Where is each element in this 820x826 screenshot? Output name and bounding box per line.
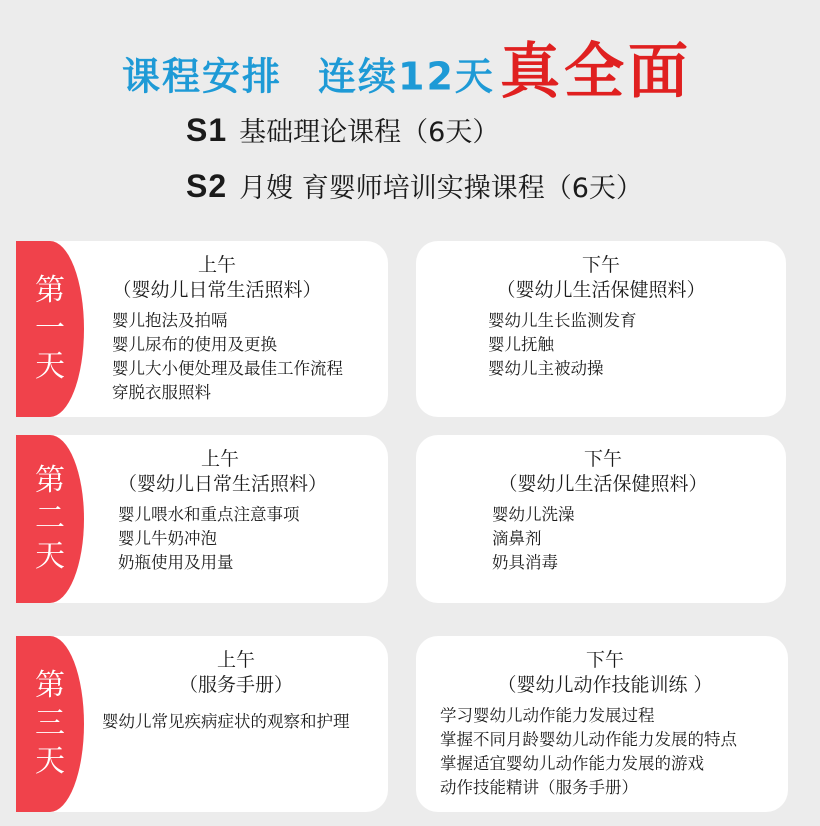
list-item: 掌握适宜婴幼儿动作能力发展的游戏 bbox=[440, 754, 704, 773]
list-item: 婴幼儿洗澡 bbox=[492, 505, 575, 524]
list-item: 穿脱衣服照料 bbox=[112, 383, 211, 402]
course-code: S2 bbox=[186, 168, 228, 204]
course-line-s1 bbox=[186, 110, 499, 149]
topic-label: （服务手册） bbox=[178, 674, 293, 696]
topic-label: （婴幼儿生活保健照料） bbox=[496, 279, 706, 301]
course-code: S1 bbox=[186, 112, 228, 148]
title-accent: 真全面 bbox=[500, 37, 692, 107]
item-list bbox=[112, 309, 388, 405]
badge-char: 天 bbox=[35, 349, 65, 384]
day-badge bbox=[16, 241, 84, 417]
period-label: 上午 bbox=[197, 254, 236, 276]
list-item: 婴儿抚触 bbox=[488, 335, 554, 354]
list-item: 婴儿牛奶冲泡 bbox=[118, 529, 217, 548]
badge-char: 天 bbox=[35, 539, 65, 574]
afternoon-card bbox=[416, 435, 786, 603]
list-item: 婴儿尿布的使用及更换 bbox=[112, 335, 277, 354]
list-item: 奶具消毒 bbox=[492, 553, 558, 572]
item-list bbox=[440, 704, 788, 800]
day-badge bbox=[16, 636, 84, 812]
list-item: 动作技能精讲（服务手册） bbox=[440, 778, 638, 797]
badge-char: 三 bbox=[35, 706, 65, 741]
course-name: 月嫂 育婴师培训实操课程（6天） bbox=[239, 173, 643, 204]
badge-char: 二 bbox=[35, 501, 65, 536]
list-item: 婴幼儿常见疾病症状的观察和护理 bbox=[102, 712, 350, 731]
period-label: 下午 bbox=[585, 649, 624, 671]
course-line-s2 bbox=[186, 166, 643, 205]
list-item: 婴幼儿主被动操 bbox=[488, 359, 604, 378]
title-duration: 连续12天 bbox=[318, 54, 495, 99]
topic-label: （婴幼儿生活保健照料） bbox=[498, 473, 708, 495]
course-name: 基础理论课程（6天） bbox=[239, 117, 500, 148]
period-label: 下午 bbox=[583, 448, 622, 470]
day-row-1 bbox=[0, 241, 820, 417]
afternoon-card bbox=[416, 241, 786, 417]
day-badge bbox=[16, 435, 84, 603]
topic-label: （婴幼儿动作技能训练 ） bbox=[497, 674, 713, 696]
afternoon-card bbox=[416, 636, 788, 812]
period-label: 上午 bbox=[216, 649, 255, 671]
item-list bbox=[118, 503, 388, 575]
badge-char: 第 bbox=[35, 668, 65, 703]
list-item: 婴儿喂水和重点注意事项 bbox=[118, 505, 300, 524]
badge-char: 第 bbox=[35, 463, 65, 498]
topic-label: （婴幼儿日常生活照料） bbox=[112, 279, 322, 301]
list-item: 学习婴幼儿动作能力发展过程 bbox=[440, 706, 655, 725]
list-item: 滴鼻剂 bbox=[492, 529, 542, 548]
page-title bbox=[122, 30, 692, 116]
day-row-2 bbox=[0, 435, 820, 603]
item-list bbox=[488, 309, 786, 381]
day-row-3 bbox=[0, 636, 820, 812]
list-item: 奶瓶使用及用量 bbox=[118, 553, 234, 572]
list-item: 婴儿大小便处理及最佳工作流程 bbox=[112, 359, 343, 378]
list-item: 婴儿抱法及拍嗝 bbox=[112, 311, 228, 330]
item-list bbox=[102, 710, 388, 734]
badge-char: 天 bbox=[35, 744, 65, 779]
list-item: 掌握不同月龄婴幼儿动作能力发展的特点 bbox=[440, 730, 737, 749]
period-label: 下午 bbox=[581, 254, 620, 276]
list-item: 婴幼儿生长监测发育 bbox=[488, 311, 637, 330]
badge-char: 第 bbox=[35, 273, 65, 308]
badge-char: 一 bbox=[35, 311, 65, 346]
item-list bbox=[492, 503, 786, 575]
topic-label: （婴幼儿日常生活照料） bbox=[118, 473, 328, 495]
header bbox=[0, 0, 820, 230]
title-main: 课程安排 bbox=[122, 54, 283, 99]
period-label: 上午 bbox=[200, 448, 239, 470]
